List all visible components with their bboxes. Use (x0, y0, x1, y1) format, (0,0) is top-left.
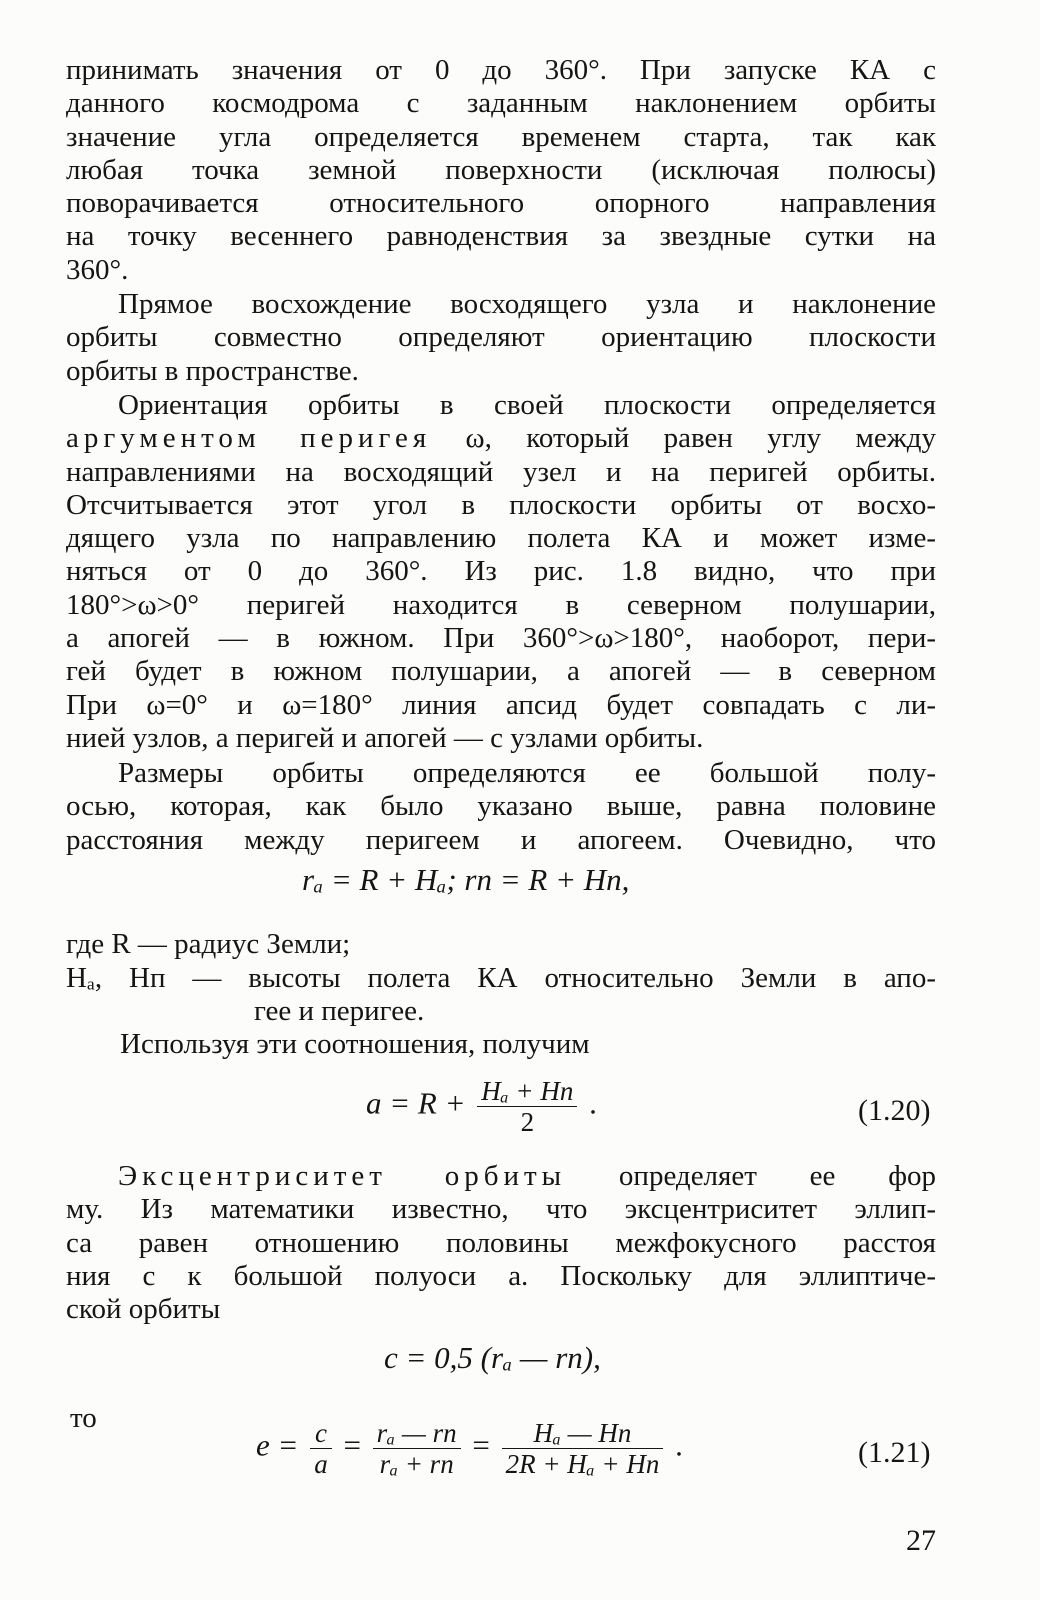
text-line: орбиты в пространстве. (66, 354, 359, 387)
text-line: направлениями на восходящий узел и на перигей орбиты. (66, 455, 936, 488)
text-line: а апогей — в южном. При 360°>ω>180°, наоборот, пери- (66, 622, 936, 655)
where-line-3: гее и перигее. (254, 995, 425, 1027)
text-line: му. Из математики известно, что эксцентриситет эллип- (66, 1193, 936, 1226)
text-line: 360°. (66, 253, 129, 286)
text-line: любая точка земной поверхности (исключая полюсы) (66, 153, 936, 186)
text-line: 180°>ω>0° перигей находится в северном полушарии, (66, 588, 936, 621)
fraction-numerator: Hₐ — Hп (502, 1418, 664, 1449)
text-line: осью, которая, как было указано выше, равна половине (66, 790, 936, 823)
text-line: При ω=0° и ω=180° линия апсид будет совпадать с ли- (66, 688, 936, 721)
text-line: значение угла определяется временем старта, так как (66, 120, 936, 153)
text-line: Размеры орбиты определяются ее большой полу- (118, 757, 936, 789)
paragraph-5 (66, 1160, 936, 1326)
text-line: нией узлов, а перигей и апогей — с узлами орбиты. (66, 721, 704, 754)
text-line: аргументом перигея ω, который равен углу между (66, 422, 936, 455)
fraction-denominator: 2 (520, 1107, 535, 1137)
fraction-denominator: rₐ + rп (379, 1449, 454, 1479)
equation-1-20: a = R + $\frac{\text{Hₐ + Hп}}{2}$ . (366, 1076, 597, 1137)
formula-radii: rₐ = R + Hₐ; rп = R + Hп, (302, 862, 630, 897)
using-relations-line: Используя эти соотношения, получим (120, 1028, 590, 1060)
to-word: то (70, 1402, 97, 1434)
text-line: Прямое восхождение восходящего узла и наклонение (118, 288, 936, 320)
fraction-numerator: c (310, 1418, 332, 1449)
text-line: няться от 0 до 360°. Из рис. 1.8 видно, что при (66, 555, 936, 588)
paragraph-1 (66, 54, 936, 287)
eq-lhs: e = (256, 1427, 299, 1463)
text-line: на точку весеннего равноденствия за звездные сутки на (66, 220, 936, 253)
fraction-c-over-a (310, 1418, 332, 1479)
eq-lhs: a = R + (366, 1085, 466, 1121)
paragraph-3 (66, 389, 936, 755)
fraction (477, 1076, 577, 1137)
page-number: 27 (906, 1524, 936, 1557)
term-perigee-argument: аргументом перигея (66, 422, 432, 455)
fraction-numerator: Hₐ + Hп (477, 1076, 577, 1107)
equation-1-21: e = $\frac{c}{a}$ = $\frac{\text{rₐ — rп}}{\text{rₐ + rп}}$ = $\frac{\text{Hₐ — Hп}}{\text{2R + Hₐ + Hп}}$ . (256, 1418, 683, 1479)
text-line: принимать значения от 0 до 360°. При запуске КА с (66, 54, 936, 86)
text-line: ния c к большой полуоси a. Поскольку для эллиптиче- (66, 1259, 936, 1292)
equation-number-1-21: (1.21) (858, 1436, 931, 1469)
formula-c: c = 0,5 (rₐ — rп), (384, 1340, 601, 1375)
equation-number-1-20: (1.20) (858, 1094, 931, 1127)
paragraph-4 (66, 757, 936, 857)
text-line: расстояния между перигеем и апогеем. Очевидно, что (66, 823, 936, 856)
text-line: поворачивается относительного опорного направления (66, 187, 936, 220)
fraction-denominator: a (314, 1449, 328, 1479)
text-line: данного космодрома с заданным наклонением орбиты (66, 87, 936, 120)
text-line: дящего узла по направлению полета КА и может изме- (66, 522, 936, 555)
fraction-heights (502, 1418, 664, 1479)
text-line: са равен отношению половины межфокусного расстоя (66, 1226, 936, 1259)
where-line-1: где R — радиус Земли; (66, 928, 351, 960)
fraction-numerator: rₐ — rп (373, 1418, 461, 1449)
term-eccentricity: Эксцентриситет орбиты (118, 1160, 567, 1192)
text-line: гей будет в южном полушарии, а апогей — в северном (66, 655, 936, 688)
fraction-radii (373, 1418, 461, 1479)
text-line: орбиты совместно определяют ориентацию плоскости (66, 321, 936, 354)
text-line: Ориентация орбиты в своей плоскости определяется (118, 389, 936, 421)
where-line-2: Hₐ, Hп — высоты полета КА относительно Земли в апо- (66, 962, 936, 994)
paragraph-2 (66, 288, 936, 388)
fraction-denominator: 2R + Hₐ + Hп (505, 1449, 660, 1479)
text-line: ской орбиты (66, 1293, 221, 1326)
text-line: Отсчитывается этот угол в плоскости орбиты от восхо- (66, 488, 936, 521)
text-line: Эксцентриситет орбиты определяет ее фор (118, 1160, 936, 1192)
